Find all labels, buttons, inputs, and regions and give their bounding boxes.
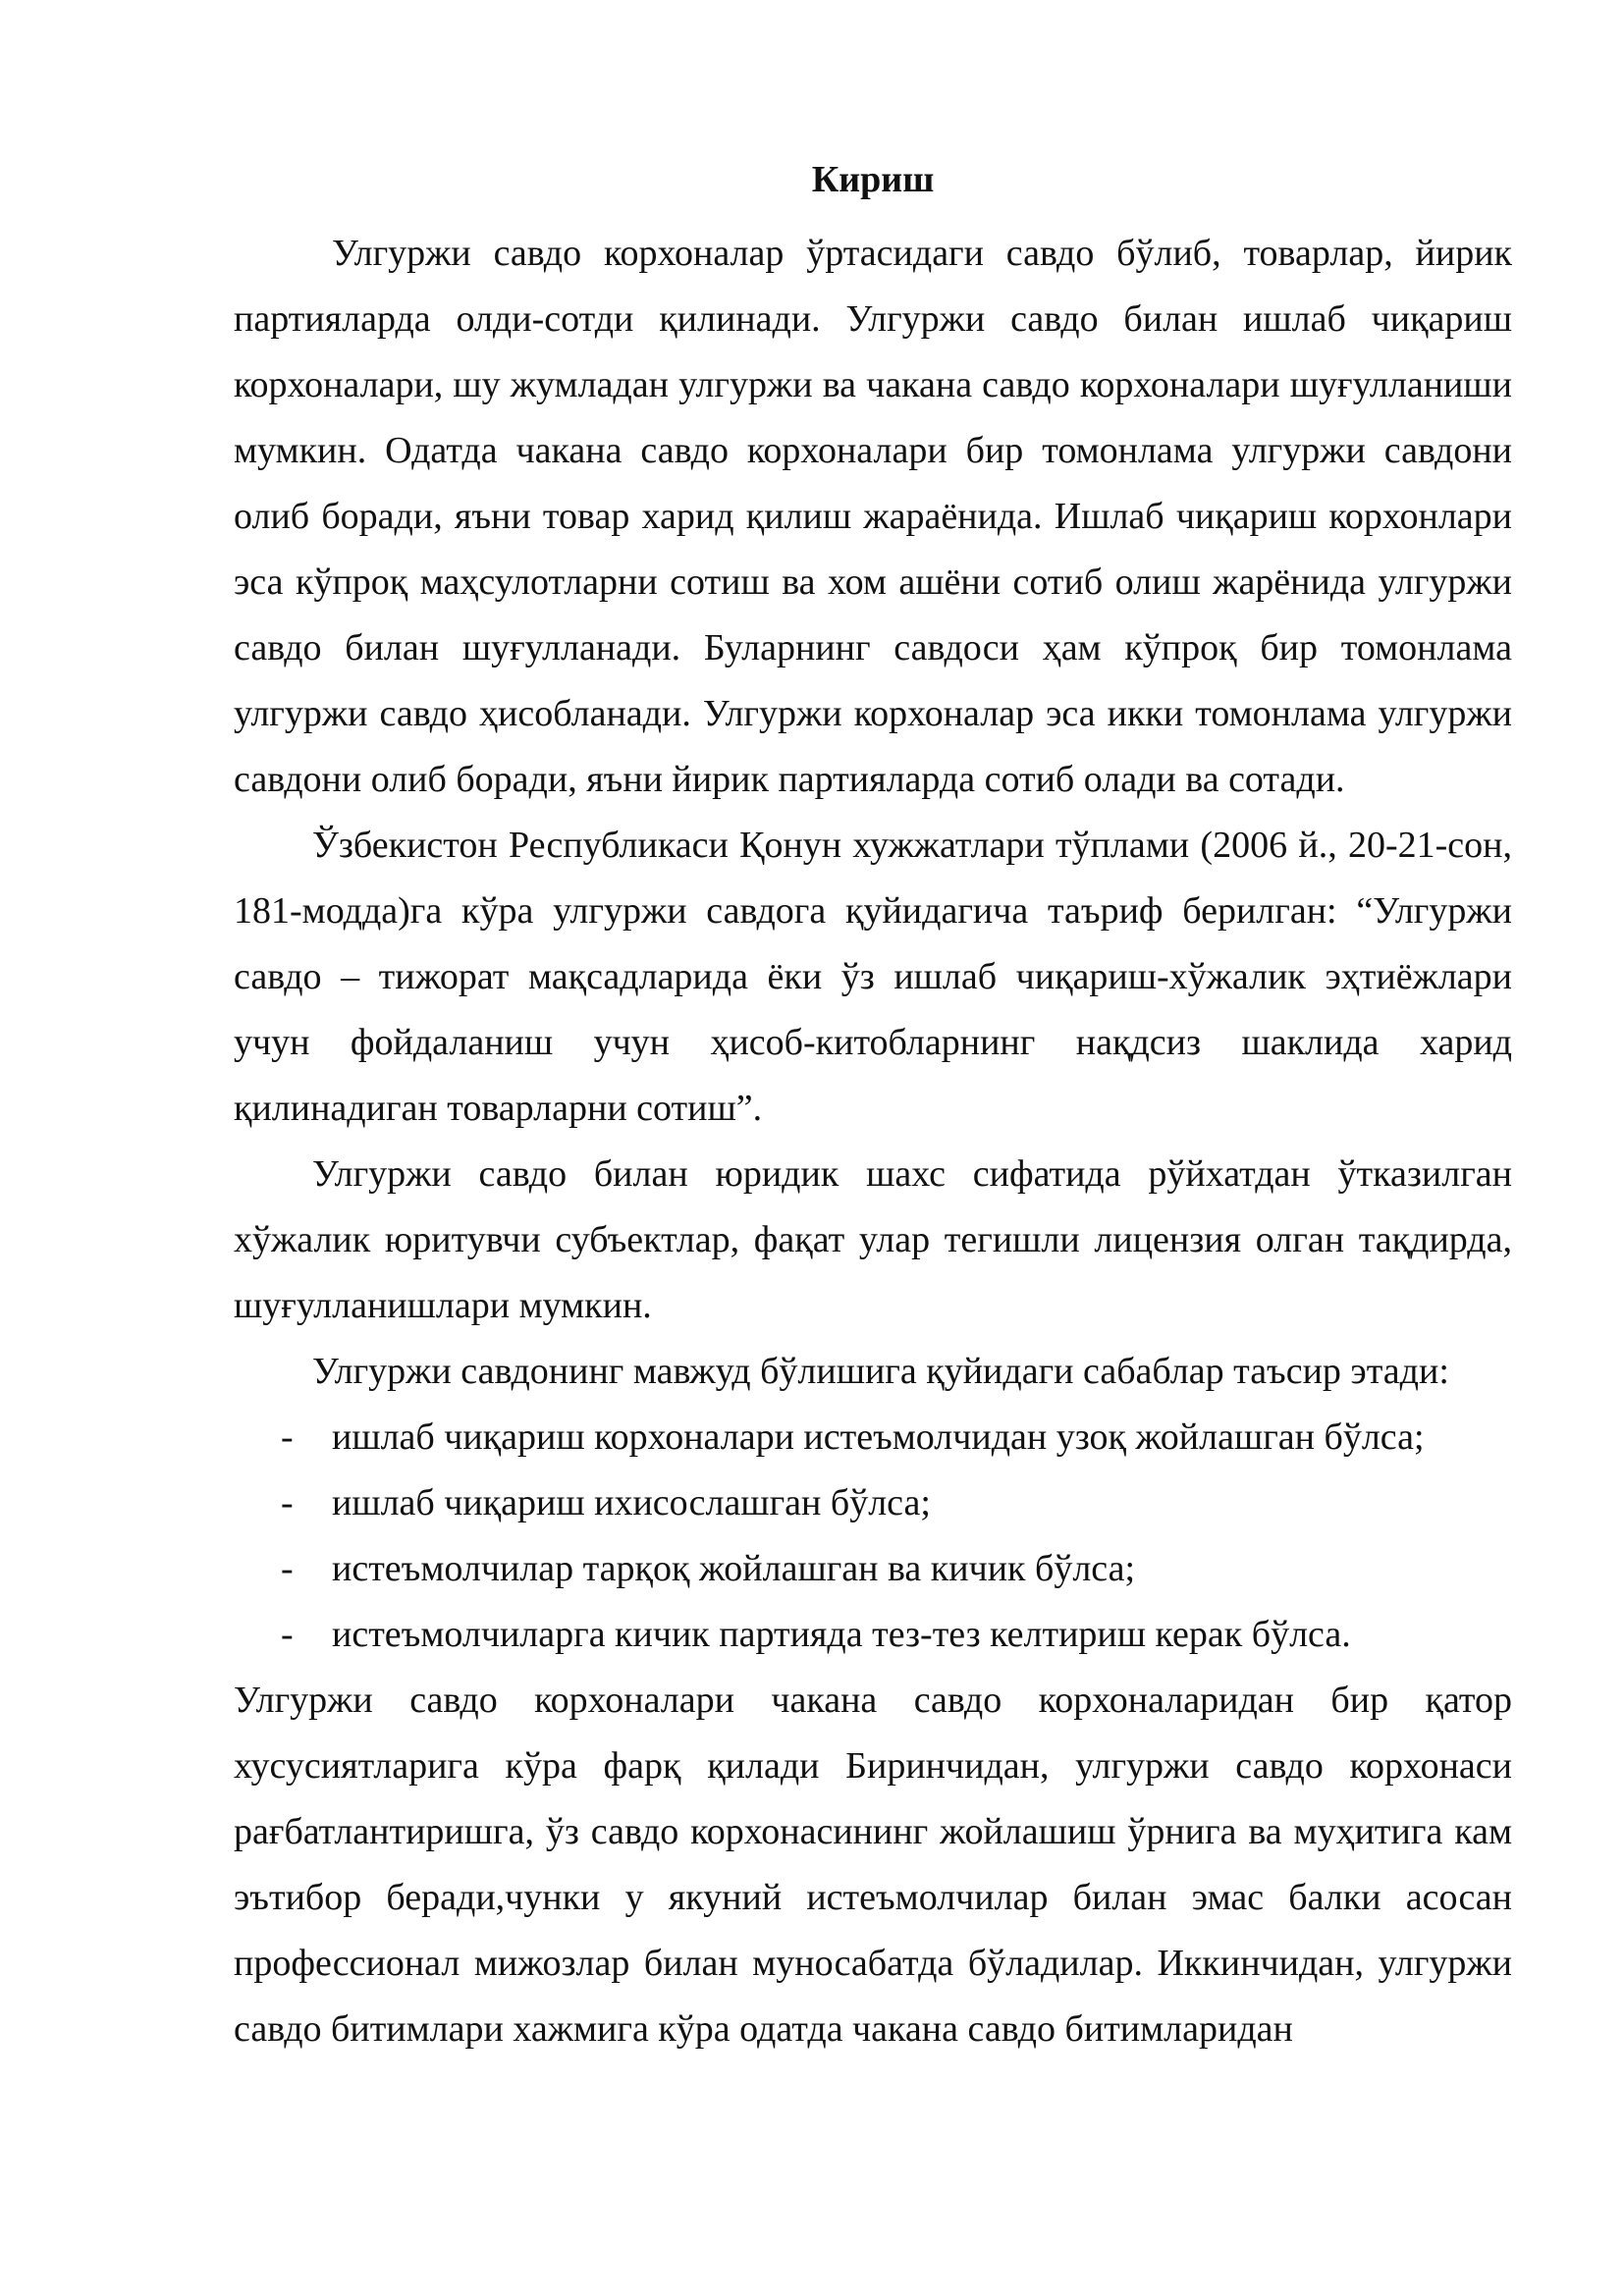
list-dash: - [281,1416,294,1458]
list-item-text: ишлаб чиқариш ихисослашган бўлса; [332,1482,931,1523]
list-item [234,1602,1512,1668]
document-page [234,147,1512,2062]
document-title: Кириш [811,159,935,200]
list-item [234,1405,1512,1470]
list-item-text: ишлаб чиқариш корхоналари истеъмолчидан узоқ жойлашган бўлса; [332,1416,1425,1458]
reasons-list [234,1405,1512,1668]
paragraph-law-definition: Ўзбекистон Республикаси Қонун хужжатлари тўплами (2006 й., 20-21-сон, 181-модда)га кўра улгуржи савдога қуйидагича таъриф берилган: “Улгуржи савдо – тижорат мақсадларида ёки ўз ишлаб чиқариш-хўжалик эҳтиёжлари учун фойдаланиш учун ҳисоб-китобларнинг нақдсиз шаклида харид қилинадиган товарларни сотиш”. [234,825,1512,1129]
list-dash: - [281,1548,294,1589]
list-item [234,1470,1512,1536]
list-dash: - [281,1614,294,1655]
list-item [234,1536,1512,1602]
paragraph-legal-entities: Улгуржи савдо билан юридик шахс сифатида рўйхатдан ўтказилган хўжалик юритувчи субъектлар, фақат улар тегишли лицензия олган тақдирда, шуғулланишлари мумкин. [234,1153,1512,1326]
paragraph-intro: Улгуржи савдо корхоналар ўртасидаги савдо бўлиб, товарлар, йирик партияларда олди-сотди қилинади. Улгуржи савдо билан ишлаб чиқариш корхоналари, шу жумладан улгуржи ва чакана савдо корхоналари шуғулланиши мумкин. Одатда чакана савдо корхоналари бир томонлама улгуржи савдони олиб боради, яъни товар харид қилиш жараёнида. Ишлаб чиқариш корхонлари эса кўпроқ маҳсулотларни сотиш ва хом ашёни сотиб олиш жарёнида улгуржи савдо билан шуғулланади. Буларнинг савдоси ҳам кўпроқ бир томонлама улгуржи савдо ҳисобланади. Улгуржи корхоналар эса икки томонлама улгуржи савдони олиб боради, яъни йирик партияларда сотиб олади ва сотади. [234,233,1512,800]
paragraph-reasons-intro: Улгуржи савдонинг мавжуд бўлишига қуйидаги сабаблар таъсир этади: [312,1351,1449,1392]
list-item-text: истеъмолчиларга кичик партияда тез-тез келтириш керак бўлса. [332,1614,1351,1655]
paragraph-differences: Улгуржи савдо корхоналари чакана савдо корхоналаридан бир қатор хусусиятларига кўра фарқ қилади Биринчидан, улгуржи савдо корхонаси рағбатлантиришга, ўз савдо корхонасининг жойлашиш ўрнига ва муҳитига кам эътибор беради,чунки у якуний истеъмолчилар билан эмас балки асосан профессионал мижозлар билан муносабатда бўладилар. Иккинчидан, улгуржи савдо битимлари хажмига кўра одатда чакана савдо битимларидан [234,1680,1512,2050]
list-dash: - [281,1482,294,1523]
list-item-text: истеъмолчилар тарқоқ жойлашган ва кичик бўлса; [332,1548,1136,1589]
